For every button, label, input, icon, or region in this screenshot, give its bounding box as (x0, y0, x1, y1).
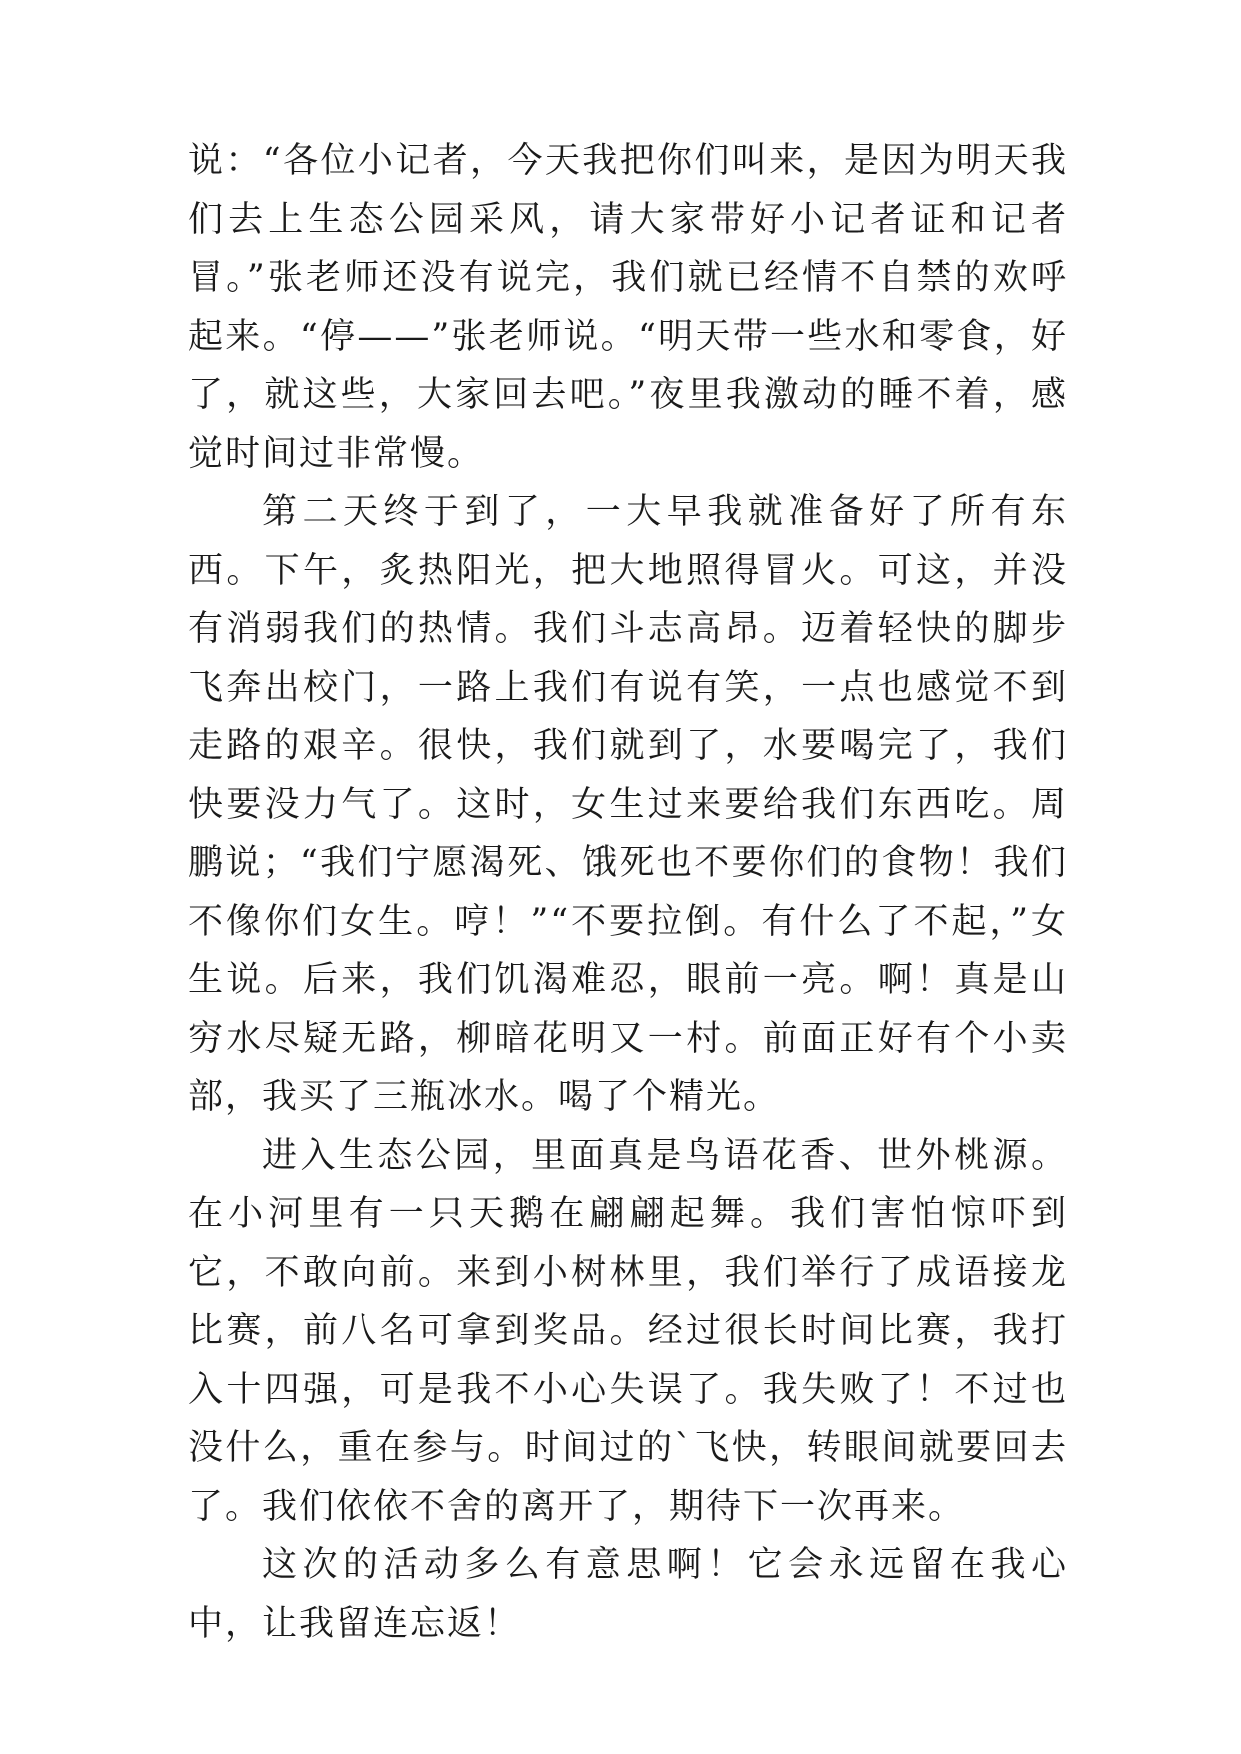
document-body (188, 132, 1068, 1653)
paragraph-4: 这次的活动多么有意思啊！它会永远留在我心中，让我留连忘返！ (188, 1545, 1068, 1644)
paragraph-2: 第二天终于到了，一大早我就准备好了所有东西。下午，炙热阳光，把大地照得冒火。可这，并没有消弱我们的热情。我们斗志高昂。迈着轻快的脚步飞奔出校门，一路上我们有说有笑，一点也感觉不到走路的艰辛。很快，我们就到了，水要喝完了，我们快要没力气了。这时，女生过来要给我们东西吃。周鹏说；“我们宁愿渴死、饿死也不要你们的食物！我们不像你们女生。哼！”“不要拉倒。有什么了不起，”女生说。后来，我们饥渴难忍，眼前一亮。啊！真是山穷水尽疑无路，柳暗花明又一村。前面正好有个小卖部，我买了三瓶冰水。喝了个精光。 (188, 492, 1068, 1117)
paragraph-1: 说：“各位小记者，今天我把你们叫来，是因为明天我们去上生态公园采风，请大家带好小记者证和记者冒。”张老师还没有说完，我们就已经情不自禁的欢呼起来。“停——”张老师说。“明天带一些水和零食，好了，就这些，大家回去吧。”夜里我激动的睡不着，感觉时间过非常慢。 (188, 141, 1068, 474)
paragraph-3: 进入生态公园，里面真是鸟语花香、世外桃源。在小河里有一只天鹅在翩翩起舞。我们害怕惊吓到它，不敢向前。来到小树林里，我们举行了成语接龙比赛，前八名可拿到奖品。经过很长时间比赛，我打入十四强，可是我不小心失误了。我失败了！不过也没什么，重在参与。时间过的`飞快，转眼间就要回去了。我们依依不舍的离开了，期待下一次再来。 (188, 1135, 1068, 1527)
